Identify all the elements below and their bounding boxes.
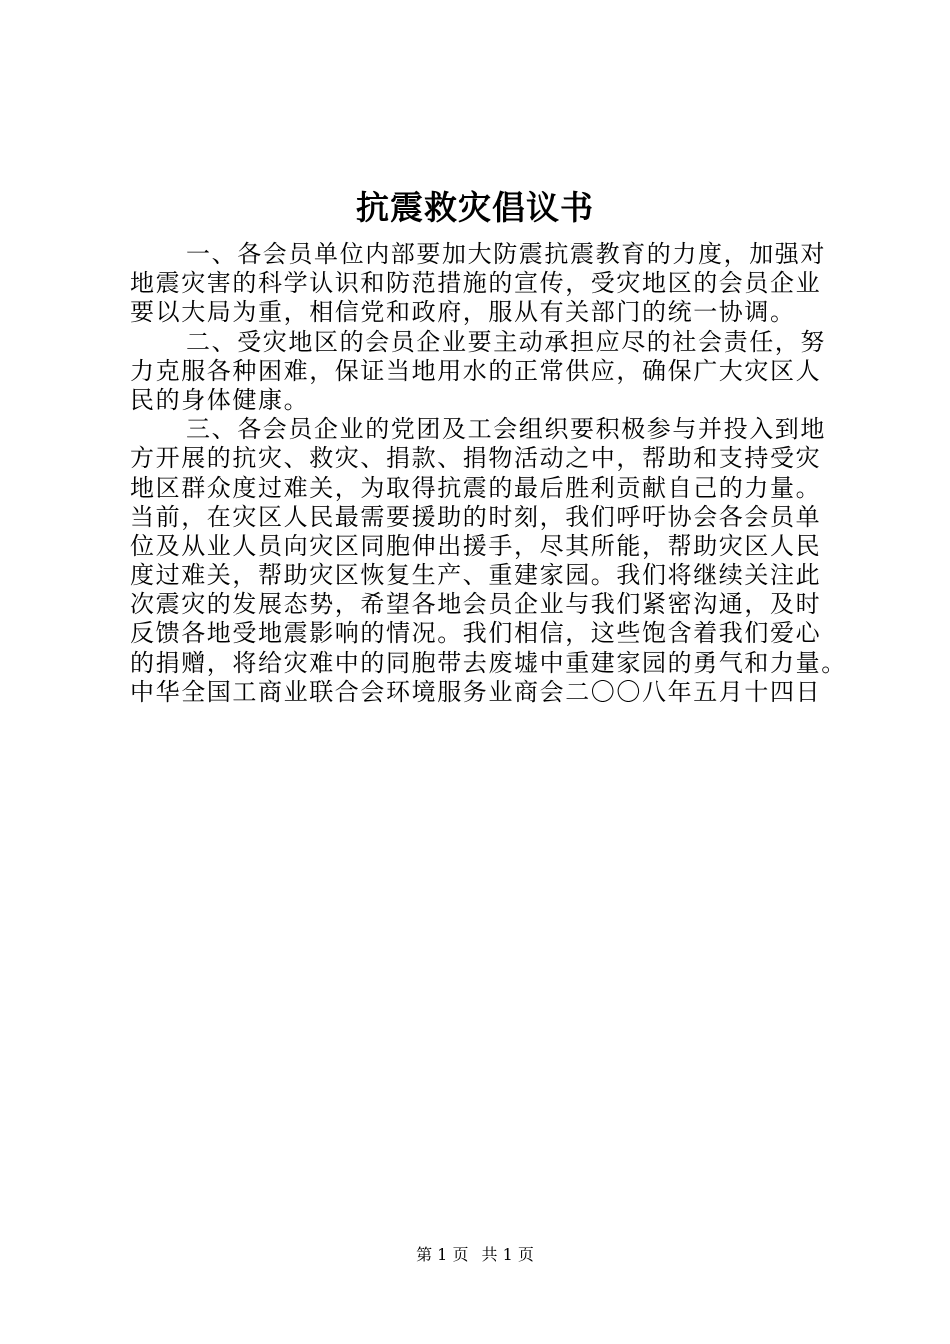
paragraph-3-line-3: 地区群众度过难关，为取得抗震的最后胜利贡献自己的力量。: [130, 473, 822, 502]
paragraph-1-line-3: 要以大局为重，相信党和政府，服从有关部门的统一协调。: [130, 298, 796, 327]
page-title: 抗震救灾倡议书: [356, 188, 594, 227]
paragraph-4-line-3: 度过难关，帮助灾区恢复生产、重建家园。我们将继续关注此: [130, 561, 822, 590]
page-footer: [0, 1244, 950, 1266]
paragraph-1-line-1: 一、各会员单位内部要加大防震抗震教育的力度，加强对: [186, 240, 826, 268]
page-total: 共 1 页: [481, 1245, 534, 1264]
signature-line: 中华全国工商业联合会环境服务业商会二〇〇八年五月十四日: [130, 677, 822, 706]
paragraph-2-line-1: 二、受灾地区的会员企业要主动承担应尽的社会责任，努: [186, 327, 826, 356]
page-number: 第 1 页: [416, 1245, 469, 1264]
paragraph-4-line-4: 次震灾的发展态势，希望各地会员企业与我们紧密沟通，及时: [130, 590, 822, 619]
paragraph-2-line-2: 力克服各种困难，保证当地用水的正常供应，确保广大灾区人: [130, 356, 822, 385]
paragraph-4-line-5: 反馈各地受地震影响的情况。我们相信，这些饱含着我们爱心: [130, 619, 822, 648]
paragraph-2-line-3: 民的身体健康。: [130, 385, 310, 414]
paragraph-4-line-2: 位及从业人员向灾区同胞伸出援手，尽其所能，帮助灾区人民: [130, 531, 822, 560]
paragraph-4-line-6: 的捐赠，将给灾难中的同胞带去废墟中重建家园的勇气和力量。: [130, 648, 847, 677]
paragraph-1-line-2: 地震灾害的科学认识和防范措施的宣传，受灾地区的会员企业: [130, 269, 822, 298]
paragraph-3-line-2: 方开展的抗灾、救灾、捐款、捐物活动之中，帮助和支持受灾: [130, 444, 822, 473]
paragraph-4-line-1: 当前，在灾区人民最需要援助的时刻，我们呼吁协会各会员单: [130, 502, 822, 531]
document-body: [130, 240, 850, 707]
paragraph-3-line-1: 三、各会员企业的党团及工会组织要积极参与并投入到地: [186, 415, 826, 444]
